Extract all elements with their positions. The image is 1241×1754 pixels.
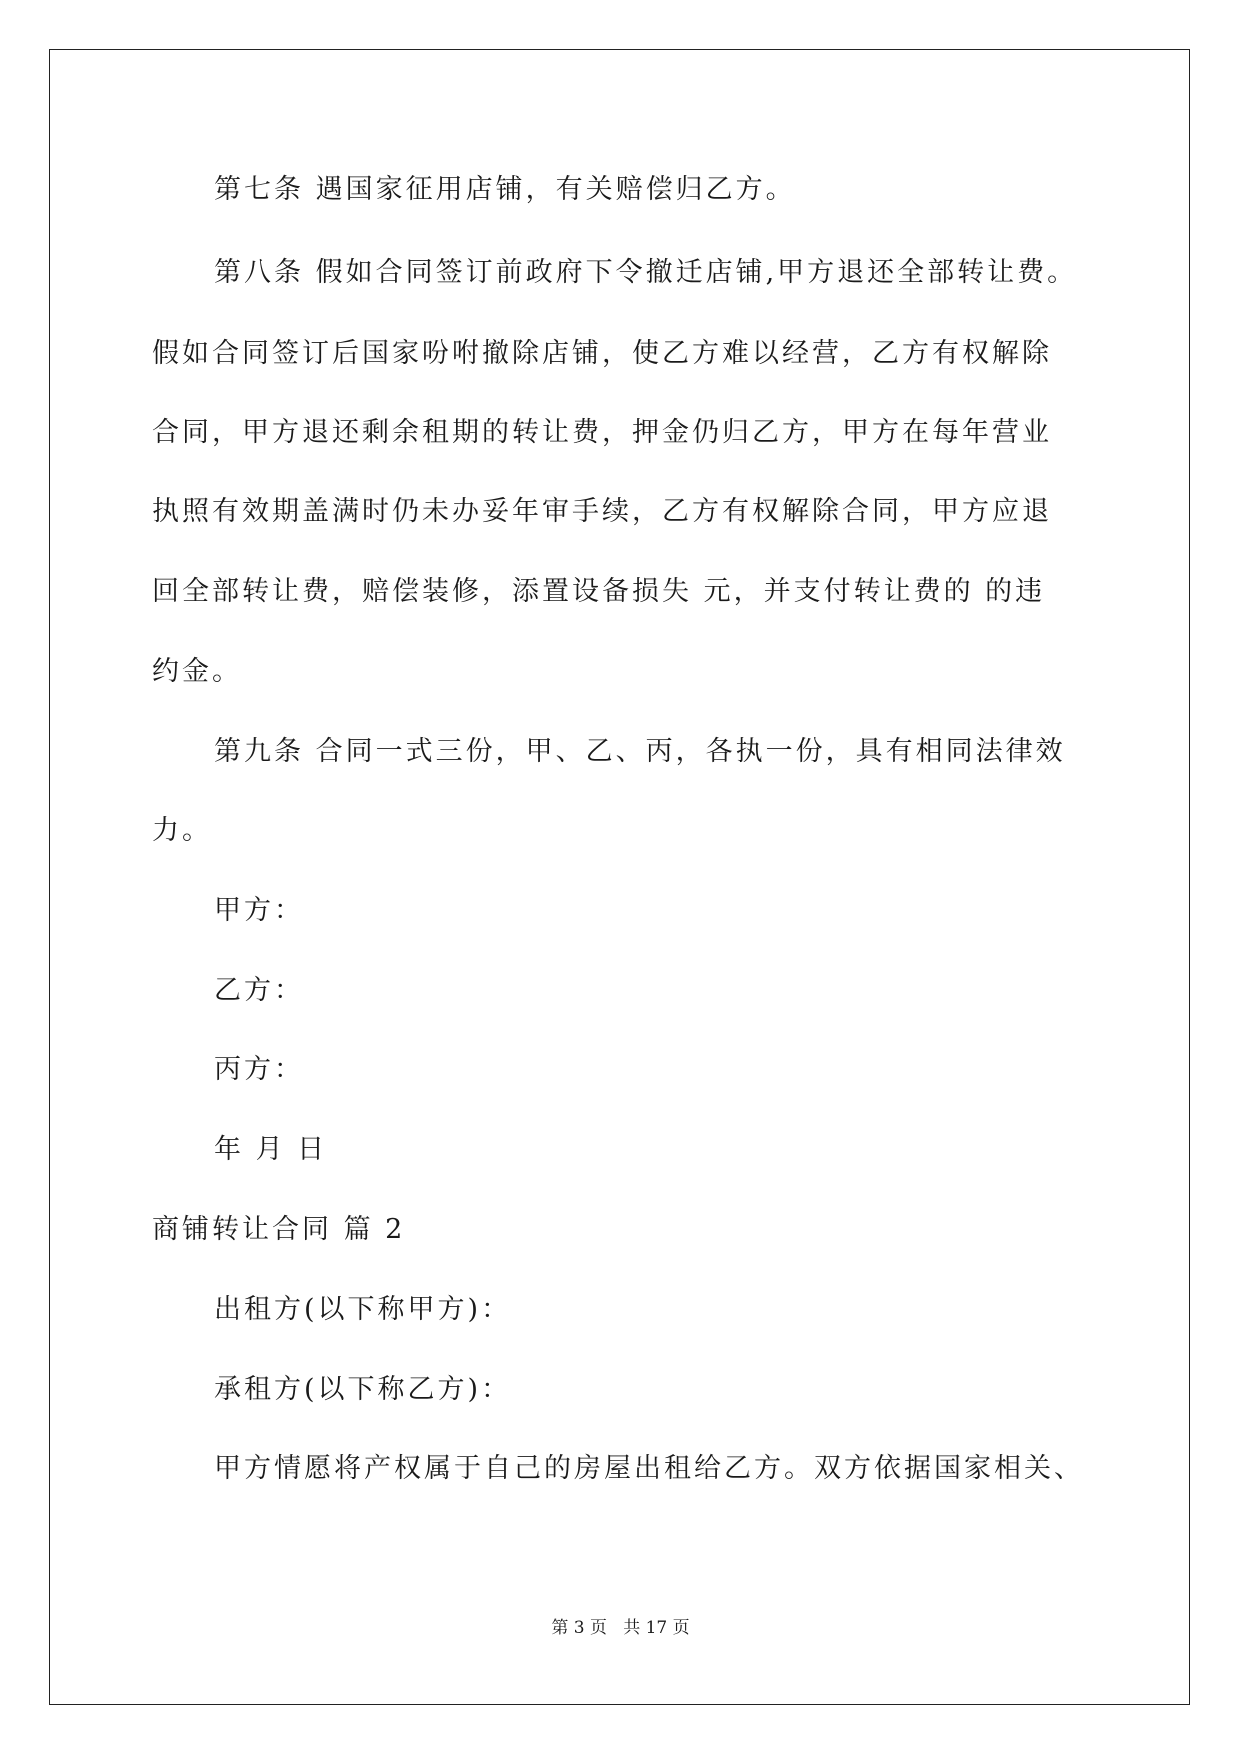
article-8-line-5: 回全部转让费，赔偿装修，添置设备损失 元，并支付转让费的 的违 [152,576,1046,607]
article-9-line-1: 第九条 合同一式三份，甲、乙、丙，各执一份，具有相同法律效 [214,736,1066,767]
intro-paragraph-line: 甲方情愿将产权属于自己的房屋出租给乙方。双方依据国家相关、 [214,1453,1084,1484]
article-8-line-4: 执照有效期盖满时仍未办妥年审手续，乙方有权解除合同，甲方应退 [152,496,1052,527]
lessor-line: 出租方(以下称甲方)： [214,1294,512,1325]
party-b-label: 乙方： [214,975,304,1006]
article-9-line-2: 力。 [152,815,212,846]
section-heading: 商铺转让合同 篇 2 [152,1214,406,1245]
article-7: 第七条 遇国家征用店铺，有关赔偿归乙方。 [214,174,796,205]
article-8-line-6: 约金。 [152,656,242,687]
date-line: 年 月 日 [214,1134,328,1165]
lessee-line: 承租方(以下称乙方)： [214,1374,512,1405]
page-number: 第 3 页 共 17 页 [551,1618,690,1638]
article-8-line-3: 合同，甲方退还剩余租期的转让费，押金仍归乙方，甲方在每年营业 [152,417,1052,448]
article-8-line-2: 假如合同签订后国家吩咐撤除店铺，使乙方难以经营，乙方有权解除 [152,338,1052,369]
party-a-label: 甲方： [214,895,304,926]
party-c-label: 丙方： [214,1054,304,1085]
article-8-line-1: 第八条 假如合同签订前政府下令撤迁店铺,甲方退还全部转让费。 [214,257,1078,288]
